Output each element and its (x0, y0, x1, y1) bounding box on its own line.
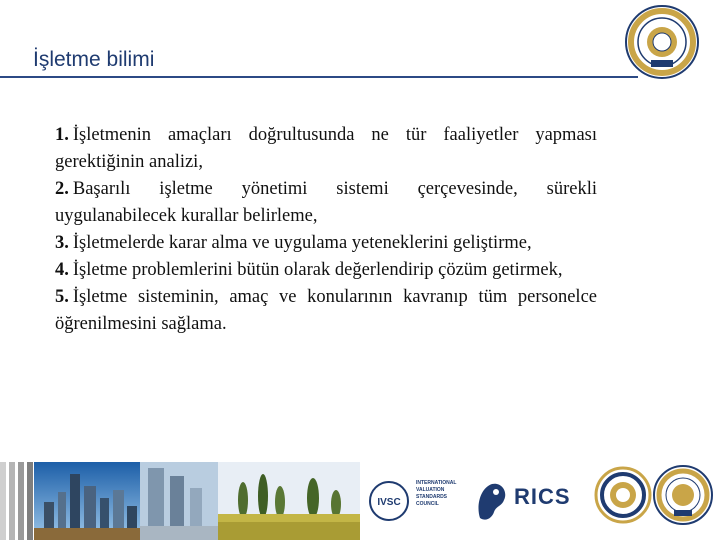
title-divider (0, 76, 638, 78)
countryside-image (218, 462, 360, 540)
partner-logos (360, 462, 720, 540)
towers-image (140, 462, 218, 540)
university-seal-icon (594, 466, 652, 524)
ankara-university-seal-footer-icon (652, 464, 714, 526)
slide-title: İşletme bilimi (33, 48, 155, 71)
list-item: 4. İşletme problemlerini bütün olarak değerlendirip çözüm getirmek, (55, 260, 563, 280)
ivsc-caption: INTERNATIONAL VALUATION STANDARDS COUNCIL (416, 480, 457, 507)
objectives-list (55, 122, 597, 338)
list-item: 2. Başarılı işletme yönetimi sistemi çerçevesinde, sürekli uygulanabilecek kurallar belirleme, (55, 179, 597, 226)
ivsc-logo-icon (368, 480, 410, 522)
list-item: 1. İşletmenin amaçları doğrultusunda ne tür faaliyetler yapması gerektiğinin analizi, (55, 125, 597, 172)
list-item: 3. İşletmelerde karar alma ve uygulama yeteneklerini geliştirme, (55, 233, 532, 253)
footer-gray-bars (0, 462, 34, 540)
rics-logo-text: RICS (514, 484, 571, 509)
ankara-university-seal-icon (624, 4, 700, 80)
svg-text:IVSC: IVSC (377, 497, 401, 508)
city-skyline-image (34, 462, 140, 540)
rics-lion-icon (472, 478, 510, 524)
list-item: 5. İşletme sisteminin, amaç ve konularının kavranıp tüm personelce öğrenilmesini sağlama. (55, 287, 597, 334)
